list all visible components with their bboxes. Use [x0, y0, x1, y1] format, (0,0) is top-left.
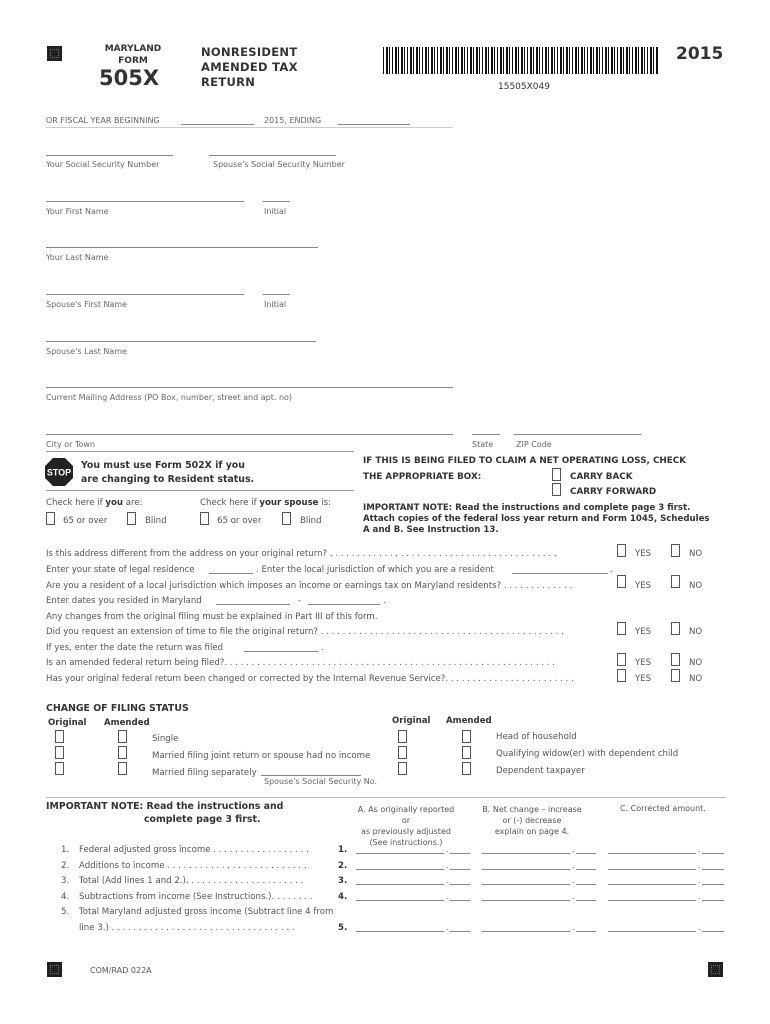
state-label: State — [472, 440, 494, 449]
question-irs-changed: Has your original federal return been changed or corrected by the Internal Revenue Service?. . . . . . . . . . . . . . . . . . . . . . . . — [46, 674, 574, 684]
column-b-line-5-dollars-field[interactable] — [482, 931, 570, 932]
income-note-2: complete page 3 first. — [144, 814, 261, 825]
spouse-first-name-label: Spouse's First Name — [46, 300, 128, 309]
spouse-last-name-field[interactable] — [46, 341, 316, 342]
column-b-line-1: B. Net change – increase — [482, 805, 582, 814]
spouse-last-name-label: Spouse's Last Name — [46, 347, 127, 356]
decimal-point: . — [446, 892, 449, 901]
line-4-ref: 4. — [338, 892, 348, 902]
decimal-point: . — [698, 876, 701, 885]
hoh-label: Head of household — [496, 732, 577, 742]
original-column-label-right: Original — [392, 716, 431, 726]
column-a-line-3-dollars-field[interactable] — [356, 884, 444, 885]
footer-form-code: COM/RAD 022A — [90, 966, 152, 975]
qw-original-checkbox[interactable] — [398, 746, 407, 759]
nol-note-1: IMPORTANT NOTE: Read the instructions and complete page 3 first. — [363, 503, 691, 513]
changes-note: Any changes from the original filing must be explained in Part III of this form. — [46, 612, 378, 622]
zip-label: ZIP Code — [516, 440, 552, 449]
q8-yes-label: YES — [635, 658, 652, 668]
you-65-label: 65 or over — [63, 516, 108, 526]
column-b-line-2: or (-) decrease — [502, 816, 562, 825]
address-field[interactable] — [46, 387, 453, 388]
fiscal-ending-field[interactable] — [338, 124, 410, 125]
mfj-label: Married filing joint return or spouse had no income — [152, 751, 371, 761]
carry-back-checkbox[interactable] — [552, 468, 561, 481]
line-1-ref: 1. — [338, 845, 348, 855]
decimal-point: . — [698, 861, 701, 870]
last-name-label: Your Last Name — [46, 253, 109, 262]
spouse-ssn-label: Spouse's Social Security Number — [213, 160, 345, 169]
registration-mark-top-left — [47, 46, 62, 61]
you-check-label: Check here if you are: — [46, 498, 143, 508]
ssn-field[interactable] — [46, 155, 173, 156]
stop-sign-icon — [44, 457, 74, 487]
question-local-tax: Are you a resident of a local jurisdiction which imposes an income or earnings tax on Maryland residents? . . . . . . . . . . . . . — [46, 581, 573, 591]
fiscal-ending-label: 2015, ENDING — [264, 116, 322, 125]
column-a-line-4-cents-field[interactable] — [450, 900, 470, 901]
dep-amended-checkbox[interactable] — [462, 762, 471, 775]
q9-no-label: NO — [689, 674, 703, 684]
period: . — [610, 565, 613, 575]
first-name-field[interactable] — [46, 201, 244, 202]
column-a-line-4-dollars-field[interactable] — [356, 900, 444, 901]
column-b-line-3-cents-field[interactable] — [576, 884, 596, 885]
mfj-original-checkbox[interactable] — [55, 746, 64, 759]
spouse-initial-label: Initial — [264, 300, 287, 309]
stop-line-2: are changing to Resident status. — [81, 474, 255, 485]
mfs-spouse-ssn-label: Spouse's Social Security No. — [264, 777, 378, 786]
column-c-line-2-dollars-field[interactable] — [608, 869, 696, 870]
nol-important-note — [363, 503, 710, 536]
q1-yes-label: YES — [635, 549, 652, 559]
q3-yes-checkbox[interactable] — [617, 575, 626, 588]
decimal-point: . — [446, 876, 449, 885]
q9-no-checkbox[interactable] — [671, 669, 680, 682]
column-c-line-3-cents-field[interactable] — [702, 884, 724, 885]
q3-no-label: NO — [689, 581, 703, 591]
question-address-different: Is this address different from the address on your original return? . . . . . . . . . . . . . . . . . . . . . . . . . . . . . . . . . . . . . . . . . . — [46, 549, 557, 559]
line-5-text-cont: line 3.) . . . . . . . . . . . . . . . . . . . . . . . . . . . . . . . . . . — [79, 923, 295, 933]
decimal-point: . — [572, 876, 575, 885]
single-original-checkbox[interactable] — [55, 730, 64, 743]
date-separator: - — [298, 596, 302, 606]
nol-subheading: THE APPROPRIATE BOX: — [363, 472, 482, 482]
form-word: FORM — [118, 56, 148, 66]
decimal-point: . — [572, 892, 575, 901]
mfs-label: Married filing separately — [152, 768, 257, 778]
line-1-text: Federal adjusted gross income . . . . . . . . . . . . . . . . . . — [79, 845, 309, 855]
column-a-line-2-dollars-field[interactable] — [356, 869, 444, 870]
carry-forward-label: CARRY FORWARD — [570, 487, 657, 497]
date-filed-field[interactable] — [244, 651, 318, 652]
single-label: Single — [152, 734, 179, 744]
barcode — [383, 47, 659, 74]
mfs-spouse-ssn-field[interactable] — [261, 775, 361, 776]
line-3-number: 3. — [61, 876, 70, 886]
stop-message — [81, 459, 254, 487]
state-field[interactable] — [472, 434, 500, 435]
decimal-point: . — [698, 892, 701, 901]
filing-status-heading: CHANGE OF FILING STATUS — [46, 703, 189, 714]
column-c-header: C. Corrected amount. — [620, 804, 706, 813]
q9-yes-label: YES — [635, 674, 652, 684]
title-line-1: NONRESIDENT — [201, 45, 298, 59]
column-a-line-3-cents-field[interactable] — [450, 884, 470, 885]
decimal-point: . — [572, 923, 575, 932]
q1-no-label: NO — [689, 549, 703, 559]
spouse-65-checkbox[interactable] — [200, 512, 209, 525]
q8-no-label: NO — [689, 658, 703, 668]
line-1-number: 1. — [61, 845, 70, 855]
column-c-line-5-cents-field[interactable] — [702, 931, 724, 932]
column-a-line-3: (See instructions.) — [369, 838, 443, 847]
column-c-line-2-cents-field[interactable] — [702, 869, 724, 870]
spouse-blind-checkbox[interactable] — [282, 512, 291, 525]
mfs-original-checkbox[interactable] — [55, 762, 64, 775]
question-date-filed: If yes, enter the date the return was filed — [46, 643, 224, 653]
line-5-ref: 5. — [338, 923, 348, 933]
column-b-line-4-dollars-field[interactable] — [482, 900, 570, 901]
column-a-line-2: as previously adjusted — [361, 827, 451, 836]
decimal-point: . — [698, 845, 701, 854]
column-b-line-2-dollars-field[interactable] — [482, 869, 570, 870]
decimal-point: . — [446, 845, 449, 854]
column-a-line-1-dollars-field[interactable] — [356, 853, 444, 854]
column-c-line-3-dollars-field[interactable] — [608, 884, 696, 885]
q8-no-checkbox[interactable] — [671, 653, 680, 666]
column-a-line-1: A. As originally reported or — [357, 805, 455, 825]
question-local-jurisdiction: . Enter the local jurisdiction of which you are a resident — [256, 565, 494, 575]
form-header-state — [100, 43, 166, 67]
column-a-line-2-cents-field[interactable] — [450, 869, 470, 870]
column-b-line-1-cents-field[interactable] — [576, 853, 596, 854]
form-number: 505X — [99, 66, 160, 90]
spouse-first-name-field[interactable] — [46, 294, 244, 295]
nol-note-3: A and B. See Instruction 13. — [363, 525, 499, 535]
hoh-amended-checkbox[interactable] — [462, 730, 471, 743]
question-dates-resided: Enter dates you resided in Maryland — [46, 596, 202, 606]
line-3-text: Total (Add lines 1 and 2.). . . . . . . . . . . . . . . . . . . . . . — [79, 876, 304, 886]
you-65-checkbox[interactable] — [46, 512, 55, 525]
column-c-line-1-dollars-field[interactable] — [608, 853, 696, 854]
stop-box-top — [46, 451, 354, 452]
single-amended-checkbox[interactable] — [118, 730, 127, 743]
first-name-label: Your First Name — [46, 207, 109, 216]
resided-from-field[interactable] — [216, 604, 290, 605]
spouse-initial-field[interactable] — [263, 294, 290, 295]
tax-year: 2015 — [676, 44, 724, 64]
city-field[interactable] — [46, 434, 453, 435]
question-amended-federal: Is an amended federal return being filed?. . . . . . . . . . . . . . . . . . . . . . . . . . . . . . . . . . . . . . . . . . . . . . . . . . . . . . . . . . . . . — [46, 658, 555, 668]
spouse-blind-label: Blind — [300, 516, 322, 526]
spouse-check-label: Check here if your spouse is: — [200, 498, 332, 508]
q9-yes-checkbox[interactable] — [617, 669, 626, 682]
column-a-header — [356, 804, 456, 848]
column-b-line-2-cents-field[interactable] — [576, 869, 596, 870]
section-divider — [46, 797, 726, 798]
column-b-line-4-cents-field[interactable] — [576, 900, 596, 901]
city-label: City or Town — [46, 440, 95, 449]
mfj-amended-checkbox[interactable] — [118, 746, 127, 759]
initial-field[interactable] — [263, 201, 290, 202]
form-title — [201, 45, 298, 90]
decimal-point: . — [698, 923, 701, 932]
qw-amended-checkbox[interactable] — [462, 746, 471, 759]
you-blind-checkbox[interactable] — [127, 512, 136, 525]
column-b-line-3-dollars-field[interactable] — [482, 884, 570, 885]
q1-no-checkbox[interactable] — [671, 544, 680, 557]
divider — [46, 127, 453, 128]
line-5-number: 5. — [61, 907, 70, 917]
column-a-line-5-cents-field[interactable] — [450, 931, 470, 932]
line-2-number: 2. — [61, 861, 70, 871]
column-b-line-5-cents-field[interactable] — [576, 931, 596, 932]
nol-heading: IF THIS IS BEING FILED TO CLAIM A NET OPERATING LOSS, CHECK — [363, 456, 687, 466]
q1-yes-checkbox[interactable] — [617, 544, 626, 557]
stop-line-1: You must use Form 502X if you — [81, 460, 245, 471]
q6-yes-checkbox[interactable] — [617, 622, 626, 635]
line-5-text: Total Maryland adjusted gross income (Subtract line 4 from — [79, 907, 334, 917]
title-line-3: RETURN — [201, 75, 256, 89]
column-a-line-5-dollars-field[interactable] — [356, 931, 444, 932]
title-line-2: AMENDED TAX — [201, 60, 298, 74]
registration-mark-bottom-right — [708, 962, 723, 977]
q8-yes-checkbox[interactable] — [617, 653, 626, 666]
last-name-field[interactable] — [46, 247, 318, 248]
amended-column-label-right: Amended — [446, 716, 492, 726]
hoh-original-checkbox[interactable] — [398, 730, 407, 743]
stop-box-bottom — [46, 490, 354, 491]
ssn-label: Your Social Security Number — [46, 160, 160, 169]
column-c-line-1-cents-field[interactable] — [702, 853, 724, 854]
line-4-number: 4. — [61, 892, 70, 902]
q6-yes-label: YES — [635, 627, 652, 637]
address-label: Current Mailing Address (PO Box, number, street and apt. no) — [46, 393, 293, 402]
column-b-header — [482, 804, 582, 837]
nol-note-2: Attach copies of the federal loss year return and Form 1045, Schedules — [363, 514, 710, 524]
zip-field[interactable] — [514, 434, 641, 435]
column-b-line-1-dollars-field[interactable] — [482, 853, 570, 854]
decimal-point: . — [446, 923, 449, 932]
original-column-label: Original — [48, 718, 87, 728]
spouse-ssn-field[interactable] — [209, 155, 336, 156]
column-b-line-3: explain on page 4. — [494, 827, 570, 836]
fiscal-beginning-label: OR FISCAL YEAR BEGINNING — [46, 116, 160, 125]
state-residence-field[interactable] — [209, 573, 253, 574]
line-2-ref: 2. — [338, 861, 348, 871]
q3-no-checkbox[interactable] — [671, 575, 680, 588]
decimal-point: . — [572, 845, 575, 854]
registration-mark-bottom-left — [47, 962, 62, 977]
income-note-1: IMPORTANT NOTE: Read the instructions and — [46, 801, 284, 812]
column-a-line-1-cents-field[interactable] — [450, 853, 470, 854]
column-c-line-4-dollars-field[interactable] — [608, 900, 696, 901]
state-name: MARYLAND — [104, 44, 162, 54]
question-extension: Did you request an extension of time to file the original return? . . . . . . . . . . . . . . . . . . . . . . . . . . . . . . . . . . . . . . . . . . . . . — [46, 627, 564, 637]
spouse-65-label: 65 or over — [217, 516, 262, 526]
q6-no-label: NO — [689, 627, 703, 637]
local-jurisdiction-field[interactable] — [512, 573, 608, 574]
qw-label: Qualifying widow(er) with dependent child — [496, 749, 679, 759]
line-4-text: Subtractions from income (See Instructions.). . . . . . . . — [79, 892, 313, 902]
period: . — [383, 596, 386, 606]
stop-sign-text: STOP — [46, 467, 72, 478]
question-state-residence: Enter your state of legal residence — [46, 565, 195, 575]
dep-label: Dependent taxpayer — [496, 766, 585, 776]
decimal-point: . — [572, 861, 575, 870]
carry-back-label: CARRY BACK — [570, 472, 633, 482]
barcode-text: 15505X049 — [498, 82, 550, 92]
line-2-text: Additions to income . . . . . . . . . . . . . . . . . . . . . . . . . . — [79, 861, 307, 871]
line-3-ref: 3. — [338, 876, 348, 886]
initial-label: Initial — [264, 207, 287, 216]
decimal-point: . — [446, 861, 449, 870]
income-important-note — [46, 800, 283, 826]
amended-column-label: Amended — [104, 718, 150, 728]
carry-forward-checkbox[interactable] — [552, 483, 561, 496]
dep-original-checkbox[interactable] — [398, 762, 407, 775]
mfs-amended-checkbox[interactable] — [118, 762, 127, 775]
q3-yes-label: YES — [635, 581, 652, 591]
fiscal-beginning-field[interactable] — [181, 124, 254, 125]
resided-to-field[interactable] — [308, 604, 380, 605]
you-blind-label: Blind — [145, 516, 167, 526]
period: . — [321, 643, 324, 653]
q6-no-checkbox[interactable] — [671, 622, 680, 635]
column-c-line-4-cents-field[interactable] — [702, 900, 724, 901]
column-c-line-5-dollars-field[interactable] — [608, 931, 696, 932]
